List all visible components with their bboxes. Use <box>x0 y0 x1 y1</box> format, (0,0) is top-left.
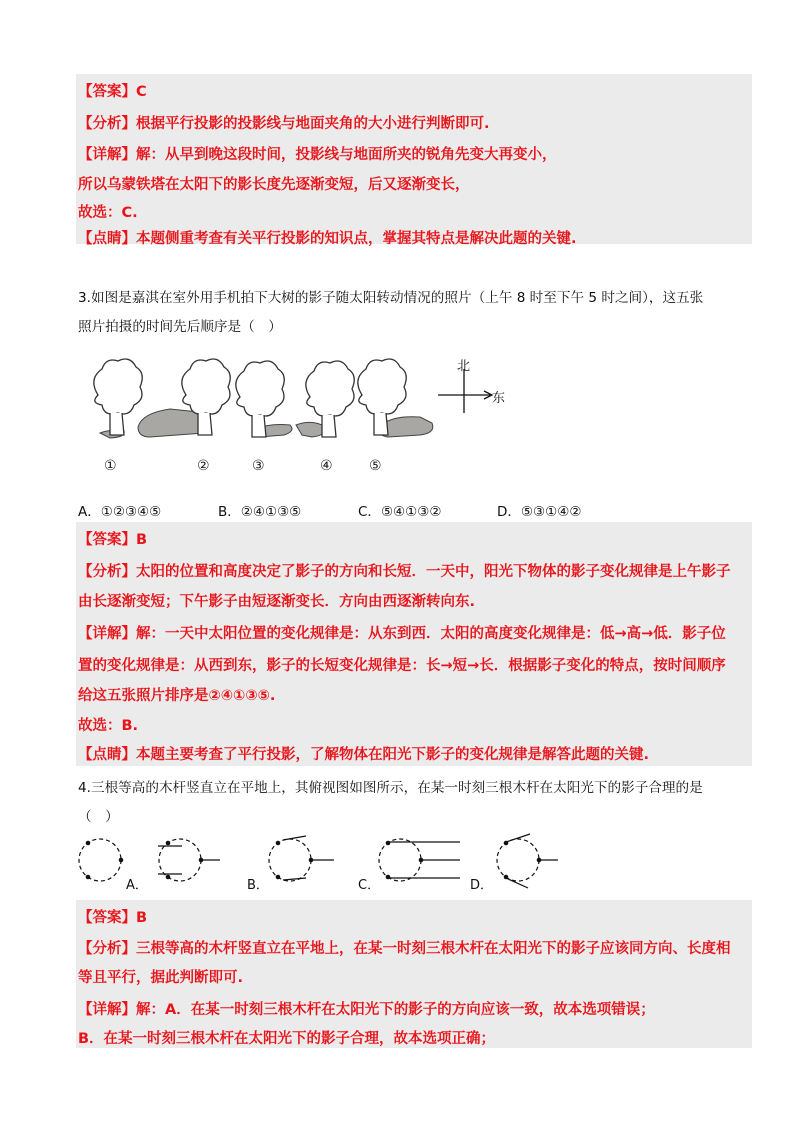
option-d: D． <box>470 878 494 893</box>
detail-line: 所以乌蒙铁塔在太阳下的影长度先逐渐变短，后又逐渐变长， <box>78 177 470 193</box>
question-4-text: （ ） <box>78 809 119 825</box>
option-a: A． <box>126 878 148 893</box>
detail-line: B．在某一时刻三根木杆在太阳光下的影子合理，故本选项正确； <box>78 1031 496 1047</box>
choose-line: 故选：B. <box>78 718 139 734</box>
question-3-text: 3.如图是嘉淇在室外用手机拍下大树的影子随太阳转动情况的照片（上午 8 时至下午 5 时之间），这五张 <box>78 290 704 306</box>
answer-line: 【答案】B <box>78 910 148 926</box>
question-3-text: 照片拍摄的时间先后顺序是（ ） <box>78 319 282 335</box>
tree-label: ④ <box>320 458 333 474</box>
tree-1 <box>94 359 142 435</box>
tree-label: ① <box>104 458 117 474</box>
detail-line: 【详解】解：A．在某一时刻三根木杆在太阳光下的影子的方向应该一致，故本选项错误； <box>78 1002 655 1018</box>
tree-label: ③ <box>252 458 265 474</box>
option-b: B． <box>247 878 269 893</box>
option-a: A．①②③④⑤ <box>78 504 162 520</box>
option-d: D．⑤③①④② <box>497 504 582 520</box>
choose-line: 故选：C. <box>78 205 138 221</box>
analysis-line: 【分析】根据平行投影的投影线与地面夹角的大小进行判断即可. <box>78 116 490 132</box>
analysis-line: 【分析】太阳的位置和高度决定了影子的方向和长短．一天中，阳光下物体的影子变化规律是上午影子 <box>78 564 731 580</box>
analysis-line: 由长逐渐变短；下午影子由短逐渐变长．方向由西逐渐转向东. <box>78 594 476 610</box>
answer-line: 【答案】C <box>78 84 147 100</box>
answer-block-3 <box>76 522 752 766</box>
tree-shadow-figure <box>80 355 520 455</box>
detail-line: 置的变化规律是：从西到东，影子的长短变化规律是：长→短→长．根据影子变化的特点，按时间顺序 <box>78 658 726 674</box>
option-b: B．②④①③⑤ <box>218 504 302 520</box>
compass-icon <box>438 369 492 413</box>
tree-label: ⑤ <box>369 458 382 474</box>
option-c: C． <box>358 878 381 893</box>
tree-label: ② <box>197 458 210 474</box>
comment-line: 【点睛】本题主要考查了平行投影，了解物体在阳光下影子的变化规律是解答此题的关键. <box>78 747 650 763</box>
detail-line: 【详解】解：一天中太阳位置的变化规律是：从东到西．太阳的高度变化规律是：低→高→低．影子位 <box>78 626 726 642</box>
answer-line: 【答案】B <box>78 532 148 548</box>
compass-north-label: 北 <box>457 359 471 374</box>
analysis-line: 等且平行，据此判断即可. <box>78 970 244 986</box>
analysis-line: 【分析】三根等高的木杆竖直立在平地上，在某一时刻三根木杆在太阳光下的影子应该同方向、长度相 <box>78 941 731 957</box>
compass-east-label: 东 <box>492 391 506 406</box>
option-c: C．⑤④①③② <box>358 504 442 520</box>
detail-line: 给这五张照片排序是②④①③⑤. <box>78 688 276 704</box>
detail-line: 【详解】解：从早到晚这段时间，投影线与地面所夹的锐角先变大再变小， <box>78 147 557 163</box>
comment-line: 【点睛】本题侧重考查有关平行投影的知识点，掌握其特点是解决此题的关键. <box>78 231 577 247</box>
question-4-text: 4.三根等高的木杆竖直立在平地上，其俯视图如图所示，在某一时刻三根木杆在太阳光下的影子合理的是 <box>78 780 703 796</box>
